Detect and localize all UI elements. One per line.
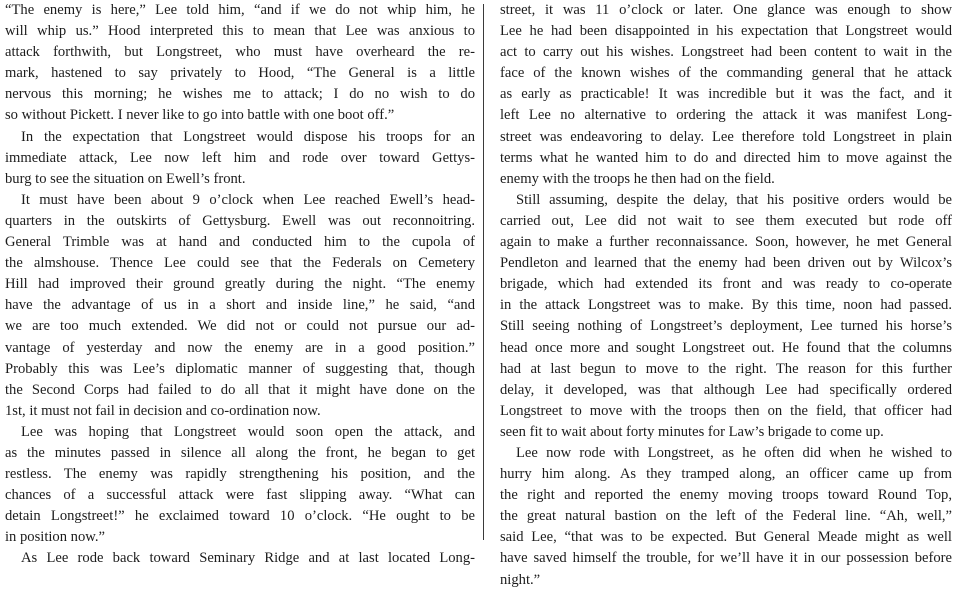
- text-line: It must have been about 9 o’clock when Lee reached Ewell’s head-: [21, 191, 475, 208]
- text-line: left Lee no alternative to ordering the attack it was manifest Long-: [500, 107, 952, 124]
- text-line: so without Pickett. I never like to go into battle with one boot off.”: [5, 107, 395, 124]
- text-line: Pendleton and learned that the enemy had been driven out by Wilcox’s: [500, 255, 952, 272]
- text-line: 1st, it must not fail in decision and co-ordination now.: [5, 402, 321, 419]
- text-line: the almshouse. Thence Lee could see that the Federals on Cemetery: [5, 255, 475, 272]
- text-line: Still seeing nothing of Longstreet’s deployment, Lee turned his horse’s: [500, 318, 952, 335]
- text-line: As Lee rode back toward Seminary Ridge and at last located Long-: [21, 550, 475, 567]
- text-line: again to make a further reconnaissance. Soon, however, he met General: [500, 234, 952, 251]
- text-line: have saved himself the trouble, for we’ll have it in our possession before: [500, 550, 952, 567]
- text-line: have the advantage of us in a short and inside line,” he said, “and: [5, 297, 475, 314]
- text-line: Lee he had been disappointed in his expectation that Longstreet would: [500, 23, 952, 40]
- text-line: burg to see the situation on Ewell’s front.: [5, 170, 246, 187]
- text-line: Hill had improved their ground greatly during the night. “The enemy: [5, 276, 475, 293]
- text-line: Lee was hoping that Longstreet would soon open the attack, and: [21, 423, 475, 440]
- text-line: terms what he wanted him to do and directed him to move against the: [500, 149, 952, 166]
- text-line: had at last begun to move to the right. The reason for this further: [500, 360, 952, 377]
- left-text-column: [5, 0, 475, 570]
- text-line: restless. The enemy was rapidly strengthening his position, and the: [5, 466, 475, 483]
- text-line: chances of a successful attack were fast slipping away. “What can: [5, 487, 475, 504]
- text-line: Probably this was Lee’s diplomatic manner of suggesting that, though: [5, 360, 475, 377]
- text-line: quarters in the outskirts of Gettysburg. Ewell was out reconnoitring.: [5, 212, 475, 229]
- text-line: Still assuming, despite the delay, that his positive orders would be: [516, 191, 952, 208]
- text-line: mark, hastened to say privately to Hood, “The General is a little: [5, 65, 475, 82]
- text-line: as early as practicable! It was incredible but it was the fact, and it: [500, 86, 952, 103]
- text-line: Longstreet to move with the troops then on the field, that officer had: [500, 402, 952, 419]
- column-divider: [483, 4, 484, 540]
- text-line: enemy with the troops he then had on the field.: [500, 170, 775, 187]
- text-line: said Lee, “that was to be expected. But General Meade might as well: [500, 529, 952, 546]
- text-line: “The enemy is here,” Lee told him, “and if we do not whip him, he: [5, 2, 475, 18]
- text-line: face of the known wishes of the commanding general that he attack: [500, 65, 952, 82]
- text-line: night.”: [500, 571, 541, 588]
- text-line: carried out, Lee did not wait to see them executed but rode off: [500, 212, 952, 229]
- text-line: street was endeavoring to delay. Lee therefore told Longstreet in plain: [500, 128, 952, 145]
- right-text-column: [500, 0, 952, 591]
- text-line: vantage of yesterday and now the enemy are in a good position.”: [5, 339, 475, 356]
- text-line: street, it was 11 o’clock or later. One glance was enough to show: [500, 2, 952, 18]
- text-line: attack forthwith, but Longstreet, who must have overheard the re-: [5, 44, 475, 61]
- text-line: nervous this morning; he wishes me to attack; I do no wish to do: [5, 86, 475, 103]
- text-line: delay, it developed, was that although Lee had specifically ordered: [500, 381, 952, 398]
- text-line: head once more and sought Longstreet out. He found that the columns: [500, 339, 952, 356]
- text-line: Lee now rode with Longstreet, as he often did when he wished to: [516, 444, 952, 461]
- text-line: in position now.”: [5, 529, 105, 546]
- text-line: the right and reported the enemy moving troops toward Round Top,: [500, 487, 952, 504]
- text-line: the great natural bastion on the left of the Federal line. “Ah, well,”: [500, 508, 952, 525]
- text-line: seen fit to wait about forty minutes for Law’s brigade to come up.: [500, 423, 884, 440]
- text-line: In the expectation that Longstreet would dispose his troops for an: [21, 128, 475, 145]
- text-line: detain Longstreet!” he exclaimed toward 10 o’clock. “He ought to be: [5, 508, 475, 525]
- text-line: immediate attack, Lee now left him and rode over toward Gettys-: [5, 149, 475, 166]
- text-line: hurry him along. As they tramped along, an officer came up from: [500, 466, 952, 483]
- text-line: in the attack Longstreet was to make. By this time, noon had passed.: [500, 297, 952, 314]
- text-line: we are too much extended. We did not or could not pursue our ad-: [5, 318, 475, 335]
- text-line: as the minutes passed in silence all along the front, he began to get: [5, 444, 475, 461]
- text-line: the Second Corps had failed to do all that it might have done on the: [5, 381, 475, 398]
- text-line: act to carry out his wishes. Longstreet had been content to wait in the: [500, 44, 952, 61]
- text-line: brigade, which had extended its front and was ready to co-operate: [500, 276, 952, 293]
- text-line: General Trimble was at hand and conducted him to the cupola of: [5, 234, 475, 251]
- text-line: will whip us.” Hood interpreted this to mean that Lee was anxious to: [5, 23, 475, 40]
